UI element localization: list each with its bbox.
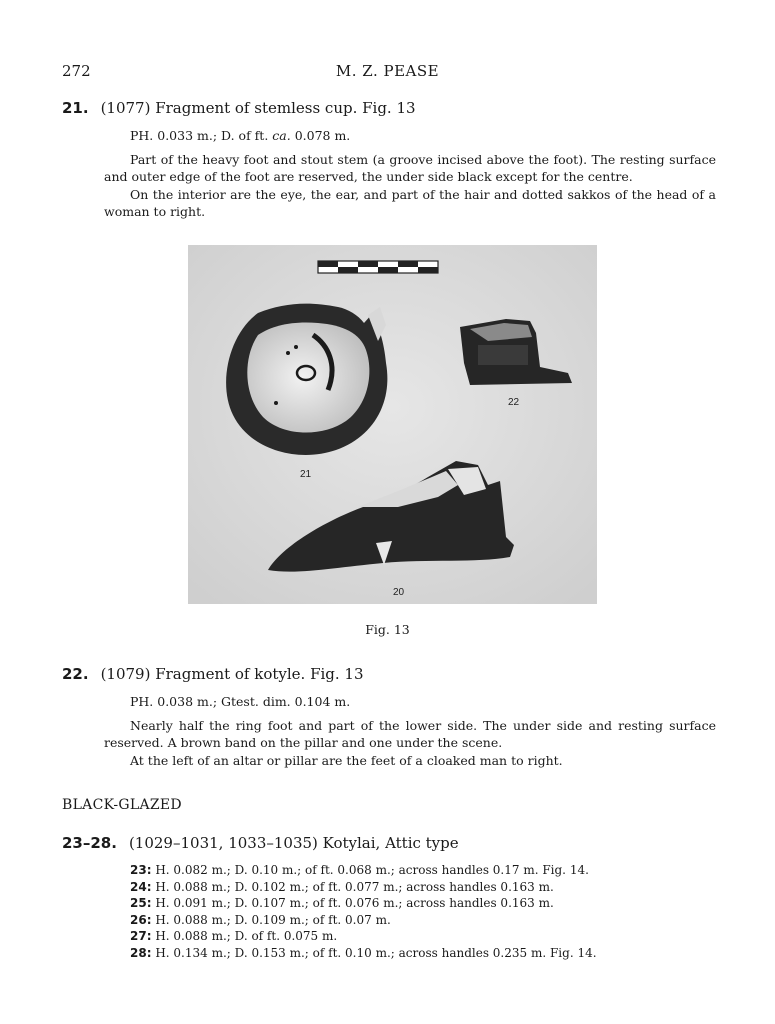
item-number: 25:: [130, 896, 152, 910]
item-number: 24:: [130, 879, 152, 894]
list-item: [130, 862, 597, 879]
item-number: 23:: [130, 863, 152, 877]
item-text: H. 0.088 m.; D. of ft. 0.075 m.: [151, 929, 338, 943]
item-text: H. 0.091 m.; D. 0.107 m.; of ft. 0.076 m.; across handles 0.163 m.: [151, 896, 554, 910]
list-item: [130, 928, 597, 945]
entry-21-measure-a: PH. 0.033 m.; D. of ft.: [130, 128, 273, 143]
running-title: M. Z. PEASE: [335, 62, 440, 80]
item-text: H. 0.134 m.; D. 0.153 m.; of ft. 0.10 m.; across handles 0.235 m. Fig. 14.: [151, 945, 597, 960]
entry-22-paragraph-2: At the left of an altar or pillar are the feet of a cloaked man to right.: [130, 753, 563, 768]
figure-label-21: 21: [300, 469, 312, 480]
entry-22-measures: PH. 0.038 m.; Gtest. dim. 0.104 m.: [130, 694, 351, 709]
entry-23-28-heading: [62, 834, 459, 852]
section-heading: BLACK-GLAZED: [62, 797, 182, 813]
figure-label-20: 20: [393, 587, 405, 598]
fragment-21: [226, 304, 387, 455]
item-number: 26:: [130, 912, 152, 927]
page-number: 272: [62, 62, 91, 80]
figure-caption: Fig. 13: [365, 622, 410, 637]
list-item: [130, 879, 597, 896]
entry-21-paragraph-1: Part of the heavy foot and stout stem (a groove incised above the foot). The resting surface and outer edge of the foot are reserved, the under side black except for the centre.: [104, 152, 716, 184]
item-number: 28:: [130, 945, 152, 960]
entry-21-paragraph-2: On the interior are the eye, the ear, and part of the hair and dotted sakkos of the head of a woman to right.: [104, 187, 716, 219]
entry-21-heading: [62, 99, 416, 117]
entry-23-28-number: 23–28.: [62, 834, 117, 852]
item-number: 27:: [130, 929, 152, 943]
entry-22-number: 22.: [62, 665, 89, 683]
kotylai-measurements-list: [130, 862, 597, 961]
entry-22-paragraph-1: Nearly half the ring foot and part of the lower side. The under side and resting surface reserved. A brown band on the pillar and one under the scene.: [104, 718, 716, 750]
list-item: [130, 895, 597, 912]
item-text: H. 0.082 m.; D. 0.10 m.; of ft. 0.068 m.; across handles 0.17 m. Fig. 14.: [151, 863, 589, 877]
entry-21-number: 21.: [62, 99, 89, 117]
item-text: H. 0.088 m.; D. 0.102 m.; of ft. 0.077 m.; across handles 0.163 m.: [151, 879, 554, 894]
entry-23-28-title: (1029–1031, 1033–1035) Kotylai, Attic type: [128, 834, 459, 852]
entry-21-measure-b: 0.078 m.: [290, 128, 351, 143]
entry-21-measure-ca: ca.: [272, 128, 291, 143]
figure-13-image: [188, 245, 597, 604]
entry-22-heading: [62, 665, 364, 683]
figure-13-photo: [188, 245, 597, 604]
figure-label-22: 22: [508, 397, 520, 408]
entry-21-title: (1077) Fragment of stemless cup. Fig. 13: [100, 99, 416, 117]
list-item: [130, 945, 597, 962]
entry-22-title: (1079) Fragment of kotyle. Fig. 13: [100, 665, 364, 683]
entry-21-measures: [130, 128, 350, 143]
list-item: [130, 912, 597, 929]
item-text: H. 0.088 m.; D. 0.109 m.; of ft. 0.07 m.: [151, 912, 391, 927]
scale-bar: [318, 261, 438, 273]
